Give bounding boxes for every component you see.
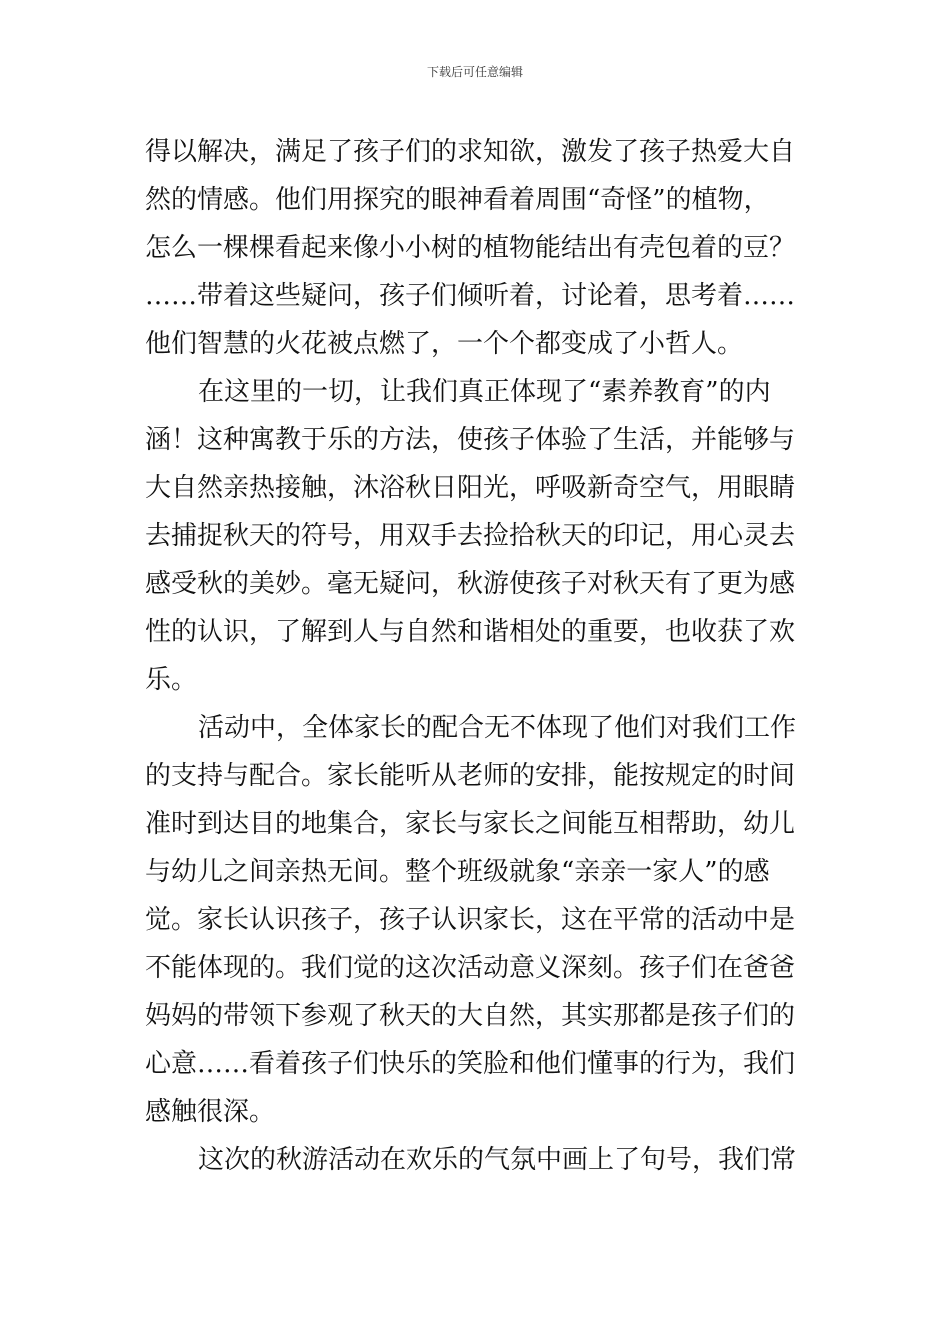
text-line: 然的情感。他们用探究的眼神看着周围“奇怪”的植物， (145, 185, 770, 215)
text-line: 去捕捉秋天的符号，用双手去捡拾秋天的印记，用心灵去 (145, 521, 796, 551)
text-line: 得以解决，满足了孩子们的求知欲，激发了孩子热爱大自 (145, 137, 796, 167)
text-line: 觉。家长认识孩子，孩子认识家长，这在平常的活动中是 (145, 905, 796, 935)
text-line: 与幼儿之间亲热无间。整个班级就象“亲亲一家人”的感 (145, 857, 770, 887)
text-line: 这次的秋游活动在欢乐的气氛中画上了句号，我们常 (198, 1145, 797, 1175)
text-line: 妈妈的带领下参观了秋天的大自然，其实那都是孩子们的 (145, 1001, 796, 1031)
text-line: 活动中，全体家长的配合无不体现了他们对我们工作 (198, 713, 797, 743)
text-line: ……带着这些疑问，孩子们倾听着，讨论着，思考着…… (145, 281, 796, 311)
page-header: 下载后可任意编辑 (426, 65, 523, 79)
text-line: 大自然亲热接触，沐浴秋日阳光，呼吸新奇空气，用眼睛 (145, 473, 796, 503)
text-line: 性的认识，了解到人与自然和谐相处的重要，也收获了欢 (145, 617, 796, 647)
document-body (145, 128, 810, 1184)
text-line: 准时到达目的地集合，家长与家长之间能互相帮助，幼儿 (145, 809, 796, 839)
text-line: 涵！这种寓教于乐的方法，使孩子体验了生活，并能够与 (145, 425, 796, 455)
text-line: 怎么一棵棵看起来像小小树的植物能结出有壳包着的豆？ (145, 233, 796, 263)
text-line: 乐。 (145, 665, 198, 695)
text-line: 感触很深。 (145, 1097, 276, 1127)
text-line: 他们智慧的火花被点燃了，一个个都变成了小哲人。 (145, 329, 744, 359)
text-line: 的支持与配合。家长能听从老师的安排，能按规定的时间 (145, 761, 796, 791)
text-line: 感受秋的美妙。毫无疑问，秋游使孩子对秋天有了更为感 (145, 569, 796, 599)
text-line: 在这里的一切，让我们真正体现了“素养教育”的内 (198, 377, 771, 407)
text-line: 不能体现的。我们觉的这次活动意义深刻。孩子们在爸爸 (145, 953, 796, 983)
text-line: 心意……看着孩子们快乐的笑脸和他们懂事的行为，我们 (145, 1049, 796, 1079)
